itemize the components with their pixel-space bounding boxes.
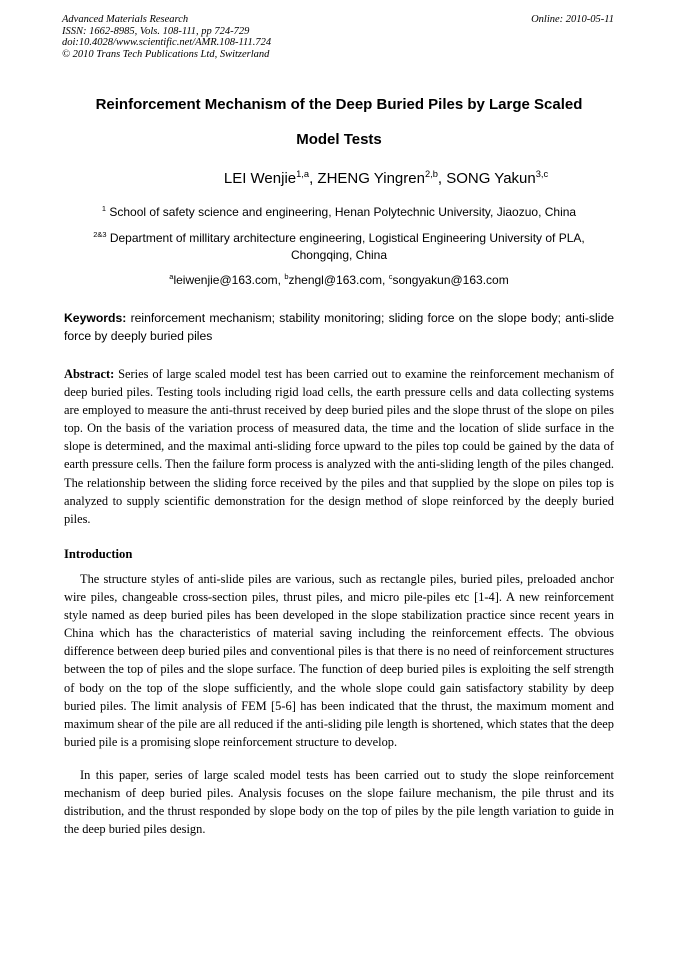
author-name: SONG Yakun [446, 170, 536, 187]
keywords-text: reinforcement mechanism; stability monitoring; sliding force on the slope body; anti-slide force by deeply buried piles [64, 311, 614, 343]
abstract-text: Series of large scaled model test has been carried out to examine the reinforcement mechanism of deep buried piles. Testing tools including rigid load cells, the earth pressure cells and data collecting systems are employed to measure the anti-thrust received by deep buried piles and the slope thrust of the slope on piles top. On the basis of the variation process of measured data, the time and the location of slide surface in the slope is determined, and the maximal anti-sliding force upward to the piles top could be gained by the data of earth pressure cells. Then the failure form process is analyzed with the anti-sliding length of the piles changed. The relationship between the sliding force received by the piles and that supplied by the slope on piles top is analyzed to supply scientific demonstration for the design method of slope reinforced by the deeply buried piles. [64, 367, 614, 526]
affiliation-2 [62, 230, 616, 264]
abstract [64, 365, 614, 528]
journal-header [62, 14, 614, 60]
affiliation-mark: 1 [101, 204, 107, 213]
author-emails [62, 272, 616, 289]
intro-paragraph-1: The structure styles of anti-slide piles are various, such as rectangle piles, buried piles, preloaded anchor wire piles, changeable cross-section piles, thrust piles, and micro pile-piles etc [1-4]. A new reinforcement style named as deep buried piles has been developed in the slope stabilization practice since recent years in China which has the characteristics of material saving including the reinforcement effects. The obvious difference between deep buried piles and conventional piles is that there is no need of reinforcement structures between the top of piles and the slope surface. The function of deep buried piles is exploiting the self strength of body on the top of the slope sufficiently, and the whole slope could gain satisfactory stability by deep buried piles. The limit analysis of FEM [5-6] has been indicated that the thrust, the maximum moment and maximum shear of the pile are all reduced if the anti-sliding pile length is shortened, which states that the deep buried pile is a promising slope reinforcement structure to develop. [64, 572, 614, 749]
author-affiliation-mark: 1,a [296, 169, 310, 179]
author-affiliation-mark: 2,b [424, 169, 438, 179]
keywords [64, 309, 614, 345]
issn-line: ISSN: 1662-8985, Vols. 108-111, pp 724-729 [62, 25, 250, 37]
email-mark: b [284, 272, 289, 281]
section-heading-introduction: Introduction [64, 547, 133, 561]
email-address[interactable]: leiwenjie@163.com, [173, 273, 285, 287]
author-separator: , [309, 170, 318, 187]
author-separator: , [437, 170, 447, 187]
affiliation-text: Department of millitary architecture engineering, Logistical Engineering University of PLA, Chongqing, China [109, 231, 585, 262]
affiliation-1 [62, 204, 616, 221]
email-address[interactable]: songyakun@163.com [392, 273, 509, 287]
email-address[interactable]: zhengl@163.com, [288, 273, 389, 287]
abstract-label: Abstract: [64, 367, 115, 381]
affiliation-text: School of safety science and engineering, Henan Polytechnic University, Jiaozuo, China [109, 205, 577, 219]
online-date: Online: 2010-05-11 [531, 14, 614, 25]
doi-line: doi:10.4028/www.scientific.net/AMR.108-111.724 [62, 37, 272, 48]
copyright-line: © 2010 Trans Tech Publications Ltd, Switzerland [62, 48, 270, 60]
intro-paragraph-2: In this paper, series of large scaled model tests has been carried out to study the slope reinforcement mechanism of deep buried piles. Analysis focuses on the slope failure mechanism, the pile thrust and its distribution, and the thrust responded by slope body on the top of piles by the pile length variation to guide in the deep buried piles design. [64, 768, 614, 837]
author-name: ZHENG Yingren [317, 170, 425, 187]
affiliation-mark: 2&3 [93, 230, 107, 239]
author-name: LEI Wenjie [223, 170, 297, 187]
email-mark: a [169, 272, 174, 281]
author-affiliation-mark: 3,c [535, 169, 549, 179]
journal-name: Advanced Materials Research [62, 14, 189, 25]
title-line-2: Model Tests [296, 131, 382, 148]
paper-title [40, 87, 638, 157]
email-mark: c [388, 272, 393, 281]
keywords-label: Keywords: [64, 311, 127, 325]
author-list [0, 170, 678, 188]
title-line-1: Reinforcement Mechanism of the Deep Buried Piles by Large Scaled [95, 96, 583, 113]
